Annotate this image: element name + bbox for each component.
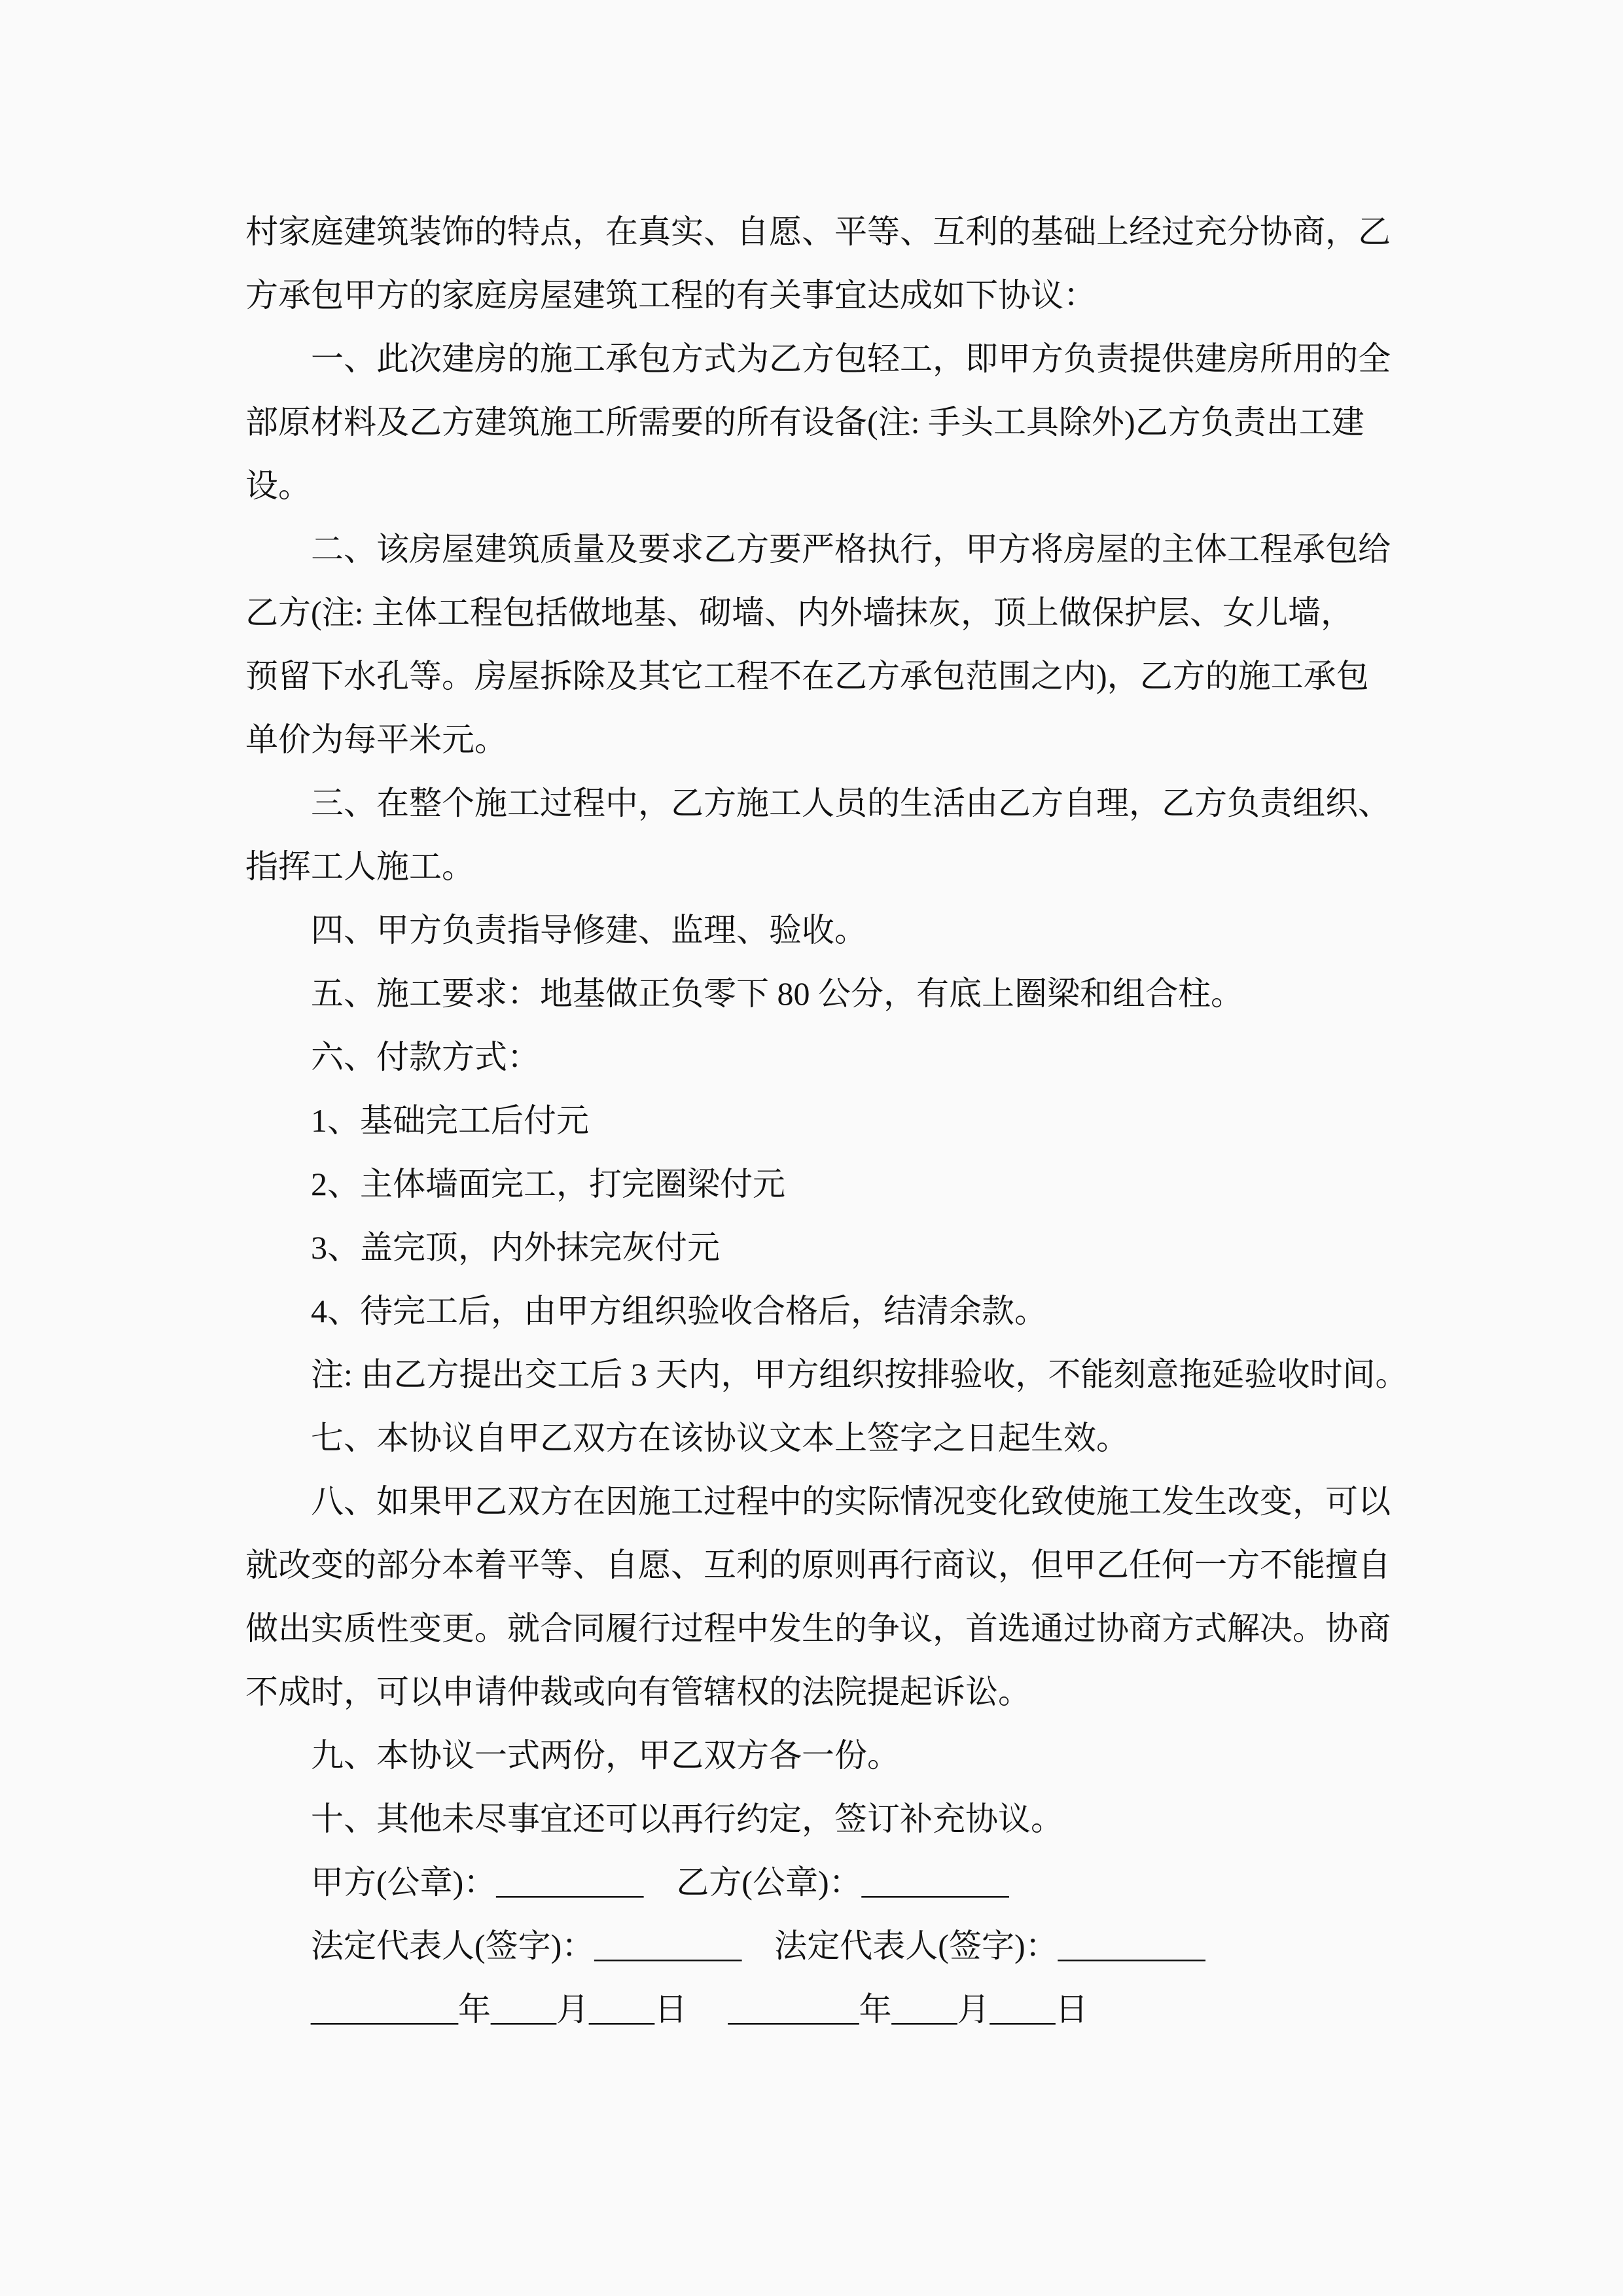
text-line-14: 六、付款方式： xyxy=(311,1039,540,1075)
document-body xyxy=(245,200,1408,2041)
text-line-24: 不成时，可以申请仲裁或向有管辖权的法院提起诉讼。 xyxy=(245,1674,1031,1710)
text-line-29: _________年____月____日 ________年____月____日 xyxy=(311,1991,1088,2028)
text-line-10: 三、在整个施工过程中，乙方施工人员的生活由乙方自理，乙方负责组织、 xyxy=(311,785,1391,821)
text-line-3: 一、此次建房的施工承包方式为乙方包轻工，即甲方负责提供建房所用的全 xyxy=(311,340,1391,377)
text-line-11: 指挥工人施工。 xyxy=(245,848,474,885)
text-line-15: 1、基础完工后付元 xyxy=(311,1102,589,1139)
text-line-22: 就改变的部分本着平等、自愿、互利的原则再行商议，但甲乙任何一方不能擅自 xyxy=(245,1547,1391,1583)
text-line-13: 五、施工要求：地基做正负零下 80 公分，有底上圈梁和组合柱。 xyxy=(311,975,1243,1012)
text-line-16: 2、主体墙面完工，打完圈梁付元 xyxy=(311,1166,785,1202)
text-line-26: 十、其他未尽事宜还可以再行约定，签订补充协议。 xyxy=(311,1801,1063,1837)
text-line-19: 注: 由乙方提出交工后 3 天内，甲方组织按排验收，不能刻意拖延验收时间。 xyxy=(311,1356,1408,1393)
text-line-12: 四、甲方负责指导修建、监理、验收。 xyxy=(311,912,867,948)
text-line-20: 七、本协议自甲乙双方在该协议文本上签字之日起生效。 xyxy=(311,1420,1129,1456)
text-line-4: 部原材料及乙方建筑施工所需要的所有设备(注: 手头工具除外)乙方负责出工建 xyxy=(245,404,1364,440)
text-line-6: 二、该房屋建筑质量及要求乙方要严格执行，甲方将房屋的主体工程承包给 xyxy=(311,531,1391,567)
text-line-23: 做出实质性变更。就合同履行过程中发生的争议，首选通过协商方式解决。协商 xyxy=(245,1610,1391,1647)
text-line-27: 甲方(公章)：_________ 乙方(公章)：_________ xyxy=(311,1864,1009,1901)
text-line-2: 方承包甲方的家庭房屋建筑工程的有关事宜达成如下协议： xyxy=(245,277,1096,314)
text-line-9: 单价为每平米元。 xyxy=(245,721,507,758)
text-line-1: 村家庭建筑装饰的特点，在真实、自愿、平等、互利的基础上经过充分协商，乙 xyxy=(245,213,1391,250)
text-line-25: 九、本协议一式两份，甲乙双方各一份。 xyxy=(311,1737,900,1774)
text-line-18: 4、待完工后，由甲方组织验收合格后，结清余款。 xyxy=(311,1293,1047,1329)
text-line-28: 法定代表人(签字)：_________ 法定代表人(签字)：_________ xyxy=(311,1928,1205,1964)
text-line-17: 3、盖完顶，内外抹完灰付元 xyxy=(311,1229,720,1266)
text-line-5: 设。 xyxy=(245,467,311,504)
text-line-21: 八、如果甲乙双方在因施工过程中的实际情况变化致使施工发生改变，可以 xyxy=(311,1483,1391,1520)
text-line-8: 预留下水孔等。房屋拆除及其它工程不在乙方承包范围之内)，乙方的施工承包 xyxy=(245,658,1369,694)
text-line-7: 乙方(注: 主体工程包括做地基、砌墙、内外墙抹灰，顶上做保护层、女儿墙， xyxy=(245,594,1354,631)
